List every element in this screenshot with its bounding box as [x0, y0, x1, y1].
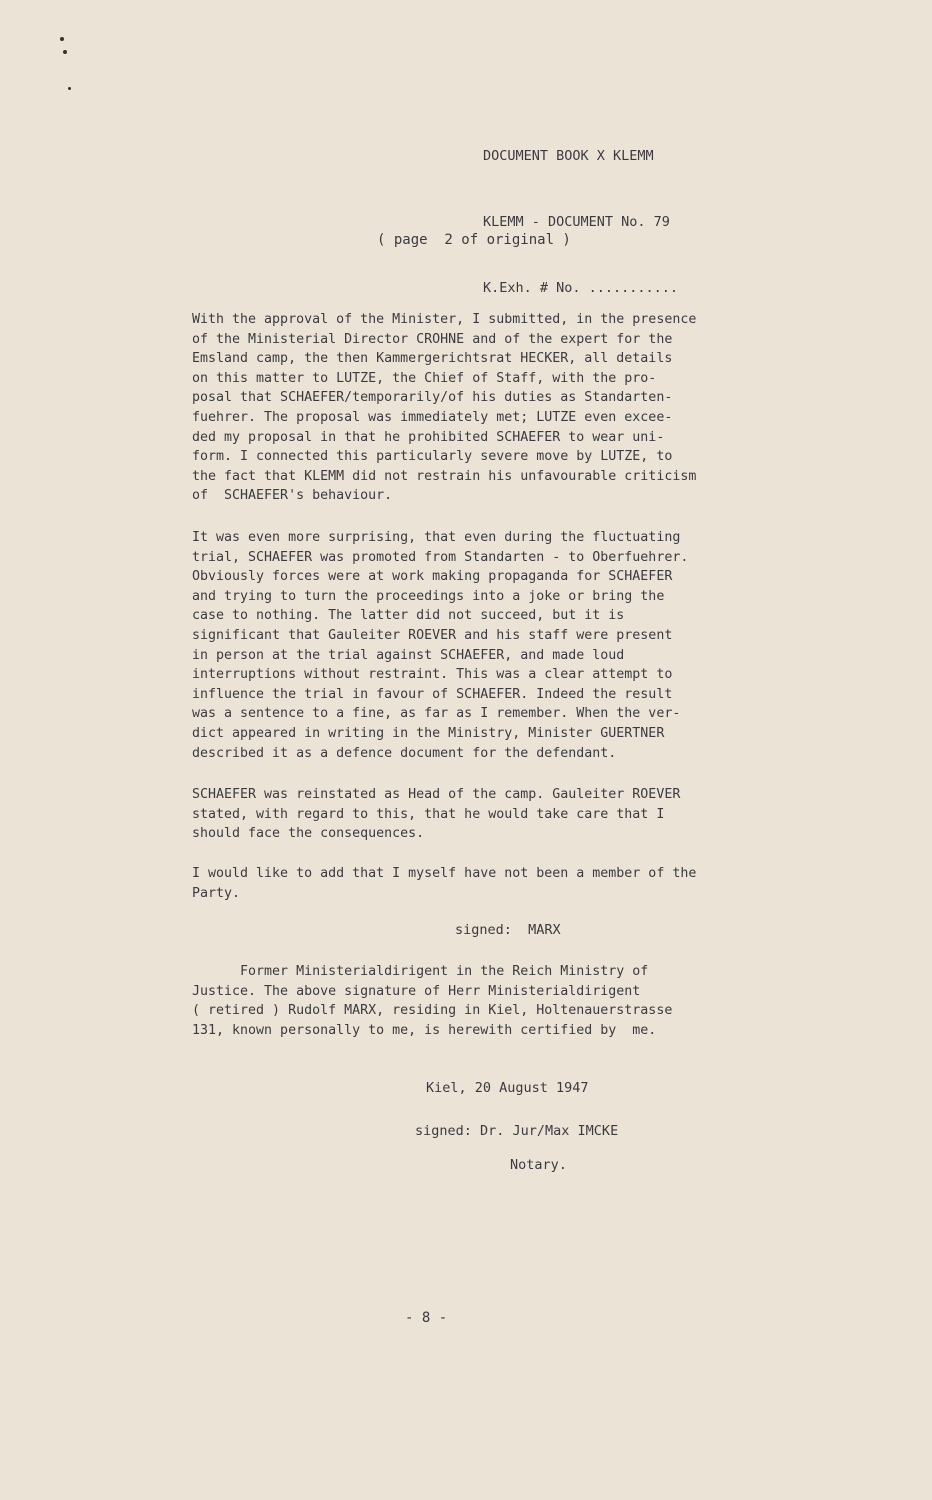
paragraph-1	[192, 310, 812, 506]
signature-marx: signed: MARX	[455, 922, 561, 938]
text-line: and trying to turn the proceedings into a joke or bring the	[192, 588, 665, 604]
text-line: 131, known personally to me, is herewith certified by me.	[192, 1022, 657, 1038]
text-line: described it as a defence document for the defendant.	[192, 745, 617, 761]
text-line: fuehrer. The proposal was immediately met; LUTZE even excee-	[192, 409, 673, 425]
text-line: dict appeared in writing in the Ministry, Minister GUERTNER	[192, 725, 665, 741]
page-number: - 8 -	[405, 1310, 448, 1326]
text-line: Justice. The above signature of Herr Ministerialdirigent	[192, 983, 641, 999]
text-line: the fact that KLEMM did not restrain his unfavourable criticism	[192, 468, 697, 484]
certification-block	[192, 962, 812, 1040]
signature-notary: signed: Dr. Jur/Max IMCKE	[415, 1123, 619, 1139]
text-line: on this matter to LUTZE, the Chief of Staff, with the pro-	[192, 370, 657, 386]
text-line: With the approval of the Minister, I submitted, in the presence	[192, 312, 697, 327]
text-line: of the Ministerial Director CROHNE and of the expert for the	[192, 331, 673, 347]
text-line: posal that SCHAEFER/temporarily/of his duties as Standarten-	[192, 390, 673, 406]
paragraph-2	[192, 528, 812, 763]
text-line: stated, with regard to this, that he would take care that I	[192, 806, 665, 822]
text-line: should face the consequences.	[192, 826, 425, 842]
date-line: Kiel, 20 August 1947	[426, 1080, 589, 1096]
text-line: I would like to add that I myself have not been a member of the	[192, 866, 697, 881]
text-line: It was even more surprising, that even during the fluctuating	[192, 530, 681, 545]
text-line: SCHAEFER was reinstated as Head of the camp. Gauleiter ROEVER	[192, 787, 681, 802]
text-line: trial, SCHAEFER was promoted from Standarten - to Oberfuehrer.	[192, 549, 689, 565]
punch-mark	[63, 50, 67, 54]
text-line: Former Ministerialdirigent in the Reich Ministry of	[192, 964, 649, 979]
paragraph-3	[192, 785, 812, 844]
text-line: ( retired ) Rudolf MARX, residing in Kiel, Holtenauerstrasse	[192, 1003, 673, 1019]
punch-mark	[68, 87, 71, 90]
notary-title: Notary.	[510, 1157, 567, 1173]
document-header	[483, 101, 678, 343]
text-line: in person at the trial against SCHAEFER, and made loud	[192, 647, 625, 663]
text-line: case to nothing. The latter did not succeed, but it is	[192, 608, 625, 624]
text-line: of SCHAEFER's behaviour.	[192, 488, 393, 504]
header-line-2: KLEMM - DOCUMENT No. 79	[483, 214, 670, 230]
header-line-3: K.Exh. # No. ...........	[483, 280, 679, 296]
text-line: interruptions without restraint. This was a clear attempt to	[192, 667, 673, 683]
header-line-1: DOCUMENT BOOK X KLEMM	[483, 148, 654, 164]
punch-mark	[60, 37, 64, 41]
text-line: Obviously forces were at work making propaganda for SCHAEFER	[192, 569, 673, 585]
text-line: form. I connected this particularly severe move by LUTZE, to	[192, 449, 673, 465]
text-line: Emsland camp, the then Kammergerichtsrat HECKER, all details	[192, 351, 673, 367]
paragraph-4	[192, 864, 812, 903]
text-line: ded my proposal in that he prohibited SCHAEFER to wear uni-	[192, 429, 665, 445]
text-line: was a sentence to a fine, as far as I remember. When the ver-	[192, 706, 681, 722]
text-line: Party.	[192, 885, 241, 901]
page-of-original: ( page 2 of original )	[377, 232, 571, 248]
text-line: influence the trial in favour of SCHAEFER. Indeed the result	[192, 686, 673, 702]
text-line: significant that Gauleiter ROEVER and his staff were present	[192, 627, 673, 643]
